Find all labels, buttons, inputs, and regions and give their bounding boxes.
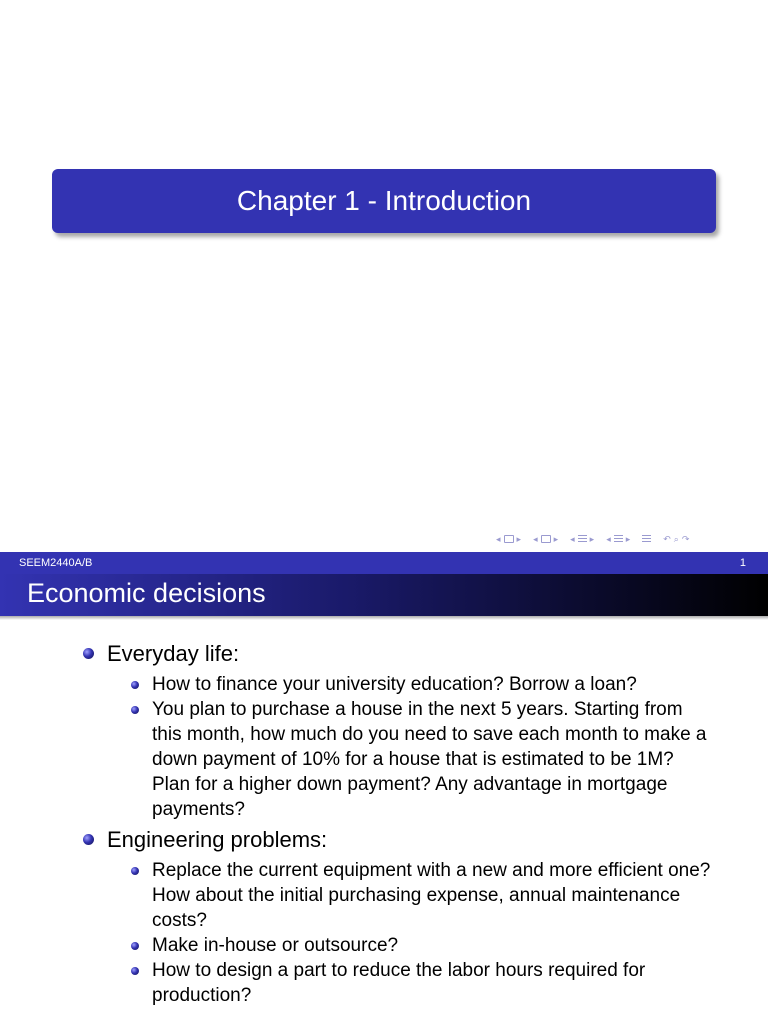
sub-list-item <box>152 697 712 822</box>
subsection-icon[interactable] <box>541 535 551 543</box>
subsection-lines-icon[interactable] <box>614 535 623 544</box>
nav-right-arrow-icon[interactable]: ▸ <box>553 534 559 544</box>
nav-left-arrow-icon[interactable]: ◂ <box>496 534 501 544</box>
sub-list-item <box>152 958 712 1008</box>
sub-item-text: How to design a part to reduce the labor hours required for production? <box>152 960 646 1006</box>
nav-left-arrow-icon[interactable]: ◂ <box>606 534 611 544</box>
chapter-title: Chapter 1 - Introduction <box>236 185 532 216</box>
course-code: SEEM2440A/B <box>19 557 93 569</box>
beamer-nav-bar <box>496 532 689 546</box>
nav-left-arrow-icon[interactable]: ◂ <box>570 534 575 544</box>
nav-left-arrow-icon[interactable]: ◂ <box>533 534 538 544</box>
nav-right-arrow-icon[interactable]: ▸ <box>516 534 522 544</box>
frame-icon[interactable] <box>504 535 514 543</box>
nav-right-arrow-icon[interactable]: ▸ <box>589 534 595 544</box>
sub-list-item <box>152 933 712 958</box>
chapter-title-box <box>52 169 716 233</box>
frame-title: Economic decisions <box>27 578 266 608</box>
sub-item-text: Make in-house or outsource? <box>152 935 399 956</box>
title-shadow <box>0 616 768 620</box>
redo-icon[interactable]: ↷ <box>681 534 690 544</box>
list-item <box>107 640 727 668</box>
back-forward-icon[interactable]: ↶ <box>663 534 671 544</box>
doc-icon[interactable] <box>642 535 651 544</box>
list-item <box>107 826 727 854</box>
section-icon[interactable] <box>578 535 587 544</box>
sub-bullet-icon <box>131 867 139 875</box>
sub-list-item <box>152 858 712 933</box>
sub-bullet-icon <box>131 967 139 975</box>
section-heading: Everyday life: <box>107 641 240 666</box>
page-number: 1 <box>739 557 746 569</box>
nav-right-arrow-icon[interactable]: ▸ <box>625 534 631 544</box>
section-heading: Engineering problems: <box>107 827 328 852</box>
bullet-icon <box>83 648 94 659</box>
search-icon[interactable]: ⌕ <box>673 534 679 544</box>
frame-title-bar <box>0 574 768 616</box>
sub-bullet-icon <box>131 706 139 714</box>
sub-bullet-icon <box>131 681 139 689</box>
slide-economic-decisions <box>0 552 768 1024</box>
bullet-icon <box>83 834 94 845</box>
sub-item-text: How to finance your university education? Borrow a loan? <box>152 674 637 695</box>
sub-list-item <box>152 672 712 697</box>
sub-item-text: You plan to purchase a house in the next 5 years. Starting from this month, how much do you need to save each month to make a down payment of 10% for a house that is estimated to be 1M? Plan for a higher down payment? Any advantage in mortgage payments? <box>152 699 707 820</box>
slide-content <box>0 640 768 1008</box>
sub-bullet-icon <box>131 942 139 950</box>
header-strip <box>0 552 768 574</box>
sub-item-text: Replace the current equipment with a new and more efficient one? How about the initial purchasing expense, annual maintenance costs? <box>152 860 711 931</box>
